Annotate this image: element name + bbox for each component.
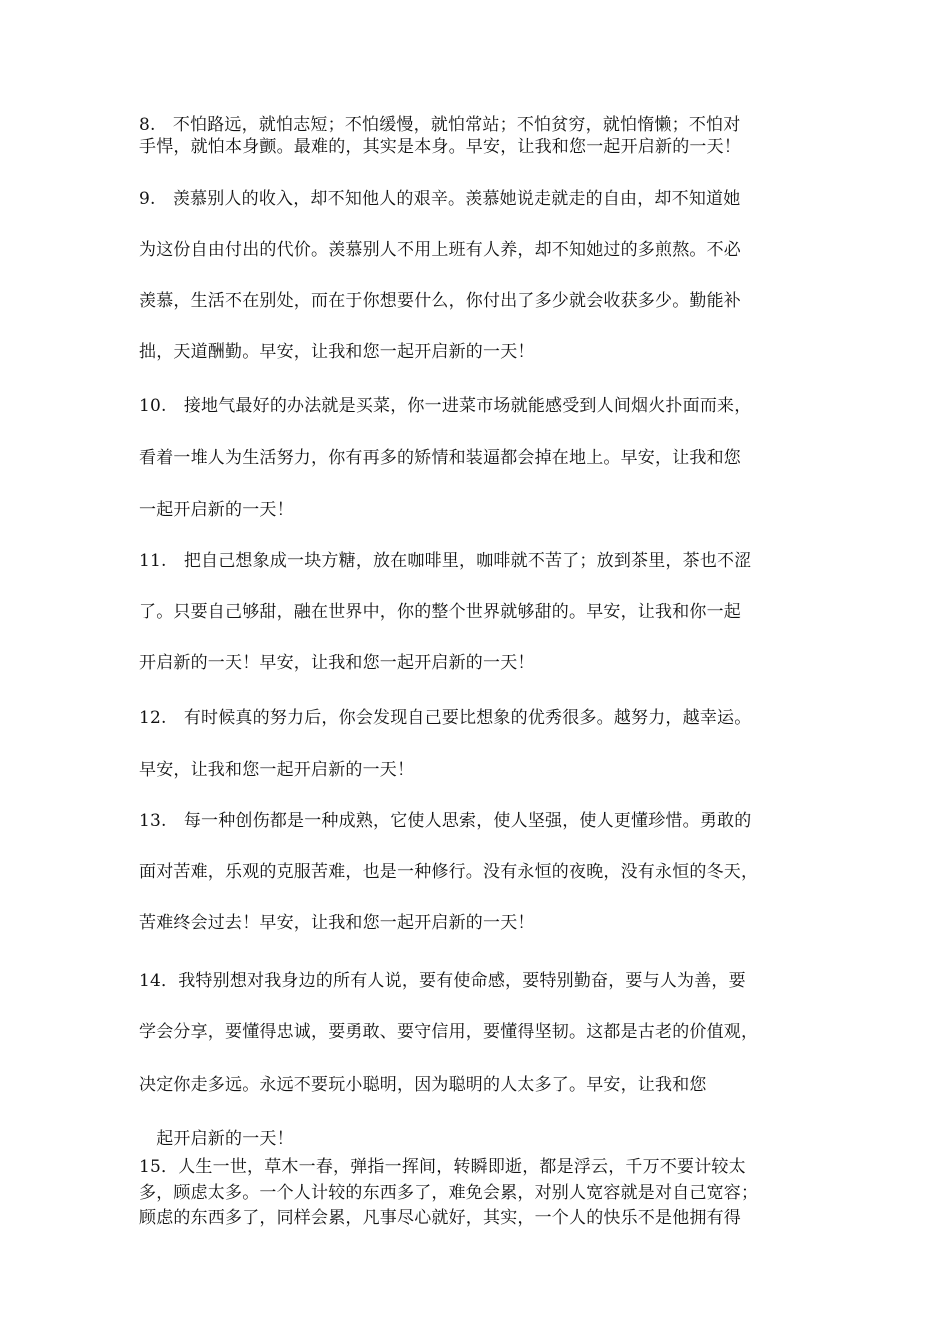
- paragraph-15-line-1: 15．人生一世，草木一春，弹指一挥间，转瞬即逝，都是浮云，千万不要计较太: [139, 1157, 746, 1177]
- paragraph-9-line-2: 为这份自由付出的代价。羡慕别人不用上班有人养，却不知她过的多煎熬。不必: [139, 240, 741, 260]
- paragraph-13-line-1: 13. 每一种创伤都是一种成熟，它使人思索，使人坚强，使人更懂珍惜。勇敢的: [139, 811, 752, 831]
- paragraph-12-line-2: 早安，让我和您一起开启新的一天！: [139, 760, 415, 780]
- paragraph-10-line-2: 看着一堆人为生活努力，你有再多的矫情和装逼都会掉在地上。早安，让我和您: [139, 448, 741, 468]
- paragraph-13-line-3: 苦难终会过去！早安，让我和您一起开启新的一天！: [139, 913, 535, 933]
- paragraph-14-line-2: 学会分享，要懂得忠诚，要勇敢、要守信用，要懂得坚韧。这都是古老的价值观，: [139, 1022, 759, 1042]
- paragraph-8-line-1: 8. 不怕路远，就怕志短；不怕缓慢，就怕常站；不怕贫穷，就怕惰懒；不怕对: [139, 115, 741, 135]
- paragraph-9-line-3: 羡慕，生活不在别处，而在于你想要什么，你付出了多少就会收获多少。勤能补: [139, 291, 741, 311]
- paragraph-15-line-2: 多，顾虑太多。一个人计较的东西多了，难免会累，对别人宽容就是对自己宽容；: [139, 1183, 759, 1203]
- paragraph-10-line-3: 一起开启新的一天！: [139, 500, 294, 520]
- paragraph-14-line-3: 决定你走多远。永远不要玩小聪明，因为聪明的人太多了。早安，让我和您: [139, 1075, 707, 1095]
- paragraph-9-line-1: 9. 羡慕别人的收入，却不知他人的艰辛。羡慕她说走就走的自由，却不知道她: [139, 189, 741, 209]
- paragraph-11-line-3: 开启新的一天！早安，让我和您一起开启新的一天！: [139, 653, 535, 673]
- paragraph-11-line-1: 11. 把自己想象成一块方糖，放在咖啡里，咖啡就不苦了；放到茶里，茶也不涩: [139, 551, 752, 571]
- paragraph-12-line-1: 12. 有时候真的努力后，你会发现自己要比想象的优秀很多。越努力，越幸运。: [139, 708, 752, 728]
- paragraph-14-line-4: 起开启新的一天！: [139, 1129, 294, 1149]
- paragraph-11-line-2: 了。只要自己够甜，融在世界中，你的整个世界就够甜的。早安，让我和你一起: [139, 602, 741, 622]
- paragraph-14-line-1: 14．我特别想对我身边的所有人说，要有使命感，要特别勤奋，要与人为善，要: [139, 971, 746, 991]
- paragraph-8-line-2: 手悍，就怕本身颤。最难的，其实是本身。早安，让我和您一起开启新的一天！: [139, 137, 741, 157]
- paragraph-9-line-4: 拙，天道酬勤。早安，让我和您一起开启新的一天！: [139, 342, 535, 362]
- paragraph-13-line-2: 面对苦难，乐观的克服苦难，也是一种修行。没有永恒的夜晚，没有永恒的冬天，: [139, 862, 759, 882]
- paragraph-15-line-3: 顾虑的东西多了，同样会累，凡事尽心就好，其实，一个人的快乐不是他拥有得: [139, 1208, 741, 1228]
- paragraph-10-line-1: 10. 接地气最好的办法就是买菜，你一进菜市场就能感受到人间烟火扑面而来，: [139, 396, 752, 416]
